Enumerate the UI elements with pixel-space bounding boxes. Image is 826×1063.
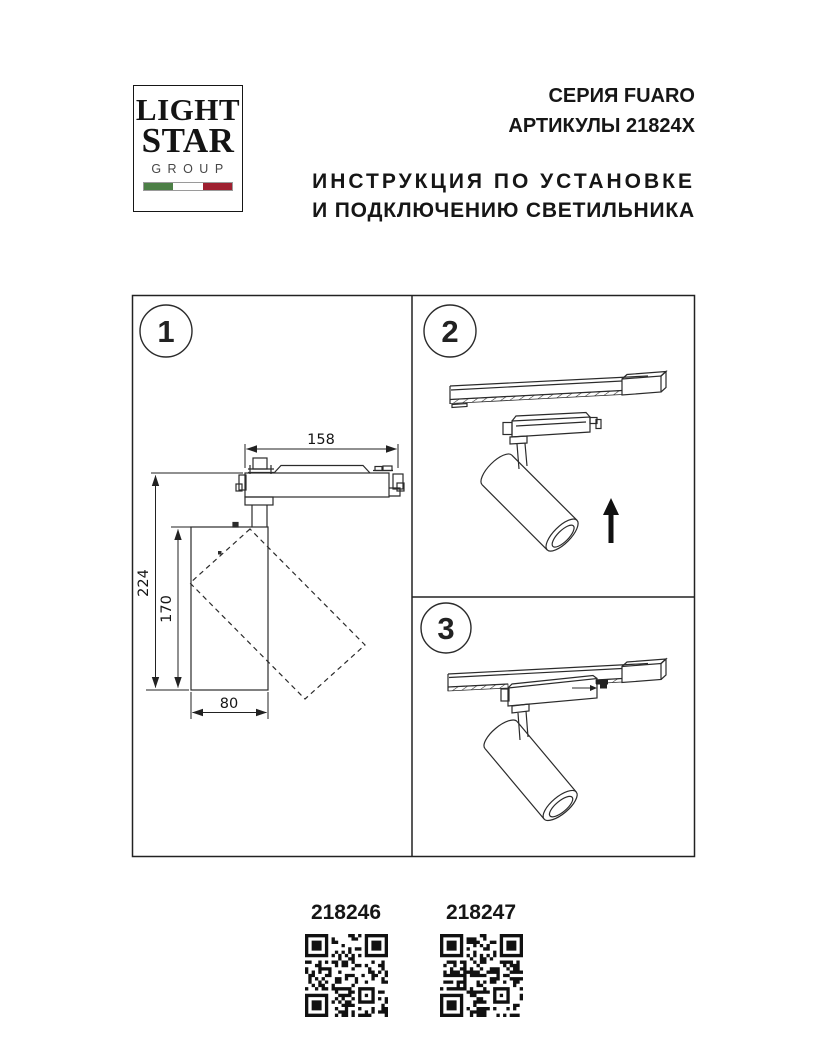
step-3-number: 3 [437,611,455,646]
qr-code-218246 [305,934,388,1017]
panel-1-drawing [190,458,404,699]
lamp-body-outline [191,527,268,690]
article-series: АРТИКУЛЫ 21824X [508,115,695,137]
logo-light-text: LIGHT [135,92,241,127]
logo-star-text: STAR [141,121,235,160]
dim-height-total-label: 224 [136,569,152,597]
panel-1-dimension-labels [136,432,335,712]
article-code-2: 218247 [445,901,517,924]
step-2-number: 2 [441,314,459,349]
dim-body-width-label: 80 [219,696,239,712]
track-adapter-locked [501,676,608,741]
step-1-number: 1 [157,314,175,349]
spot-cylinder [476,449,583,556]
panel-2-drawing [450,372,666,556]
grid-outer-border [133,296,695,857]
qr-code-218247 [440,934,523,1017]
track-rail [450,372,666,408]
article-code-1: 218246 [310,901,382,924]
lamp-body-rotated-dashed [190,529,365,699]
logo-group-text: GROUP [151,162,230,176]
track-rail-mounted [448,659,666,691]
lock-arrow-icon [590,685,597,691]
spot-cylinder-mounted [479,715,581,825]
step-badges [140,305,476,653]
title-line-2: И ПОДКЛЮЧЕНИЮ СВЕТИЛЬНИКА [312,199,695,222]
panel-3-drawing [448,659,666,825]
dim-height-body-label: 170 [159,595,175,623]
diagram-grid [133,296,695,857]
title-line-1: ИНСТРУКЦИЯ ПО УСТАНОВКЕ [312,170,695,193]
panel-1-dimensions [146,444,398,719]
series-name: СЕРИЯ FUARO [548,85,695,107]
dim-width-label: 158 [307,432,335,448]
arrow-up-icon [603,498,619,543]
adapter-body [245,473,389,497]
